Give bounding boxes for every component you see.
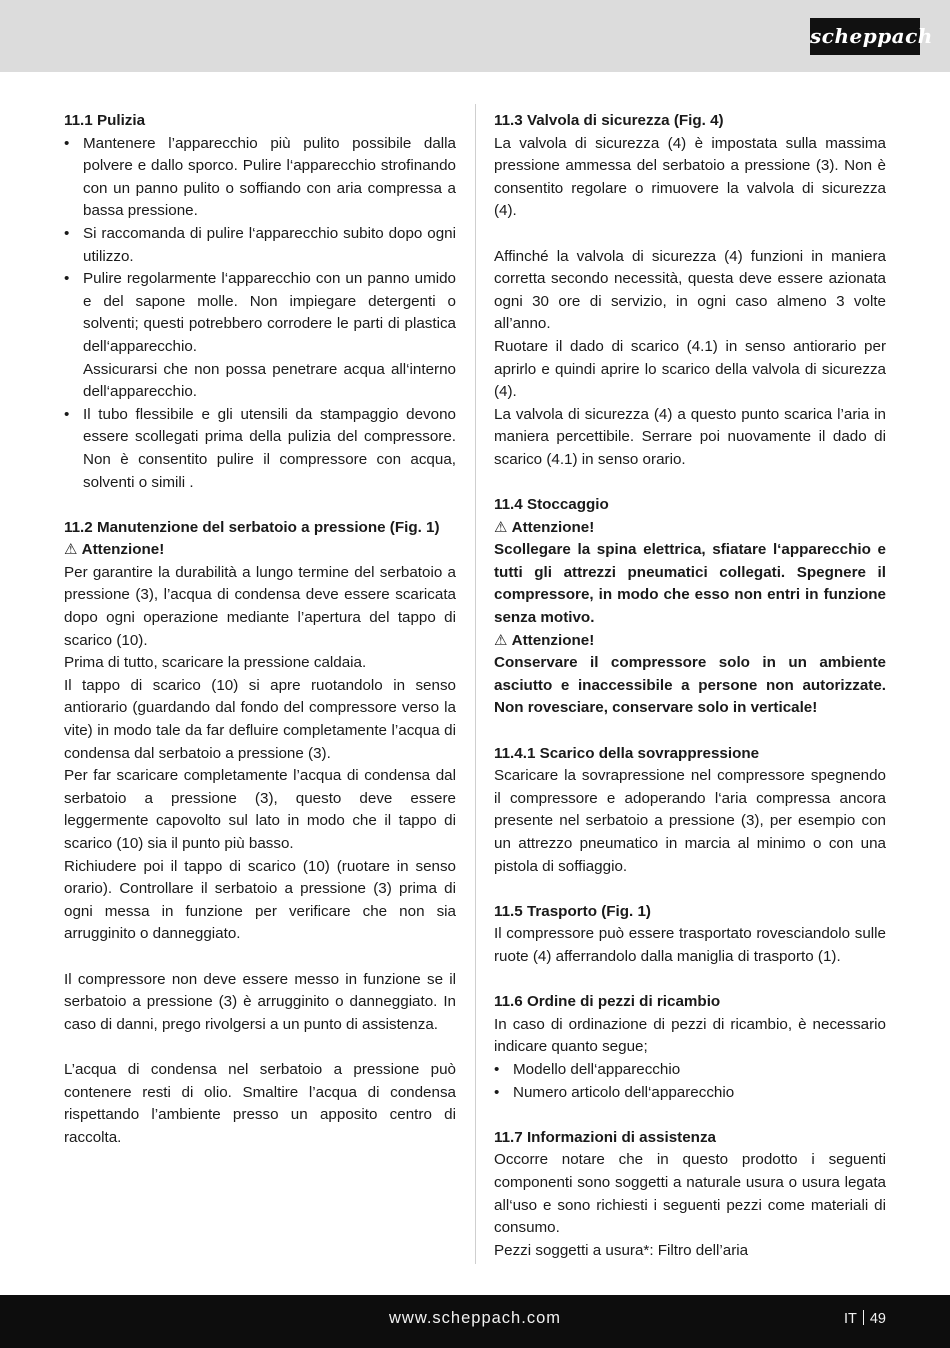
section-title-11-5: 11.5 Trasporto (Fig. 1) — [494, 902, 651, 920]
paragraph: Scaricare la sovrapressione nel compressore spegnendo il compressore e adoperando l‘aria compressa ancora presente nel serbatoio a pressione (3), per esempio con un attrezzo pneumatico in marcia al minimo o con una pistola di soffiaggio. — [494, 767, 886, 875]
cleaning-list-last — [64, 404, 456, 494]
spare-parts-list — [494, 1059, 886, 1104]
paragraph: Per garantire la durabilità a lungo termine del serbatoio a pressione (3), l’acqua di condensa deve essere scaricata dopo ogni operazione mediante l’apertura del tappo di scarico (10). — [64, 563, 456, 649]
language-code: IT — [843, 1311, 857, 1327]
paragraph: Per far scaricare completamente l’acqua di condensa dal serbatoio a pressione (3), questo deve essere leggermente capovolto sul lato in modo che il tappo di scarico (10) sia il punto più basso. — [64, 767, 456, 852]
warning-line: ⚠ Attenzione! — [494, 518, 595, 536]
header-band — [0, 0, 950, 72]
list-item: • Numero articolo dell‘apparecchio — [494, 1082, 886, 1105]
paragraph: Ruotare il dado di scarico (4.1) in senso antiorario per aprirlo e quindi aprire lo scarico della valvola di sicurezza (4). — [494, 337, 886, 401]
list-item: • Mantenere l’apparecchio più pulito possibile dalla polvere e dallo sporco. Pulire l‘apparecchio strofinando con un panno pulito o soffiando con aria compressa a bassa pressione. — [64, 133, 456, 223]
paragraph: Richiudere poi il tappo di scarico (10) (ruotare in senso orario). Controllare il serbatoio a pressione (3) prima di ogni messa in funzione per verificare che non sia arrugginito o danneggiato. — [64, 857, 456, 943]
list-note: Assicurarsi che non possa penetrare acqua all‘interno dell‘apparecchio. — [83, 360, 456, 401]
paragraph: Occorre notare che in questo prodotto i seguenti componenti sono soggetti a naturale usura o usura legata all‘uso e sono richiesti i seguenti pezzi come materiali di consumo. — [494, 1151, 886, 1237]
paragraph: Pezzi soggetti a usura*: Filtro dell’aria — [494, 1241, 749, 1259]
paragraph: La valvola di sicurezza (4) è impostata sulla massima pressione ammessa del serbatoio a pressione (3). Non è consentito regolare o rimuovere la valvola di sicurezza (4). — [494, 134, 886, 220]
list-item: • Modello dell‘apparecchio — [494, 1059, 886, 1082]
paragraph: In caso di ordinazione di pezzi di ricambio, è necessario indicare quanto segue; — [494, 1015, 886, 1056]
page-num: 49 — [869, 1311, 886, 1327]
paragraph: Il tappo di scarico (10) si apre ruotandolo in senso antiorario (guardando dal fondo del compressore verso la vite) in modo tale da far defluire completamente l’acqua di condensa dal serbatoio a pressione (3). — [64, 676, 456, 762]
right-column — [494, 110, 886, 1262]
paragraph: L’acqua di condensa nel serbatoio a pressione può contenere resti di olio. Smaltire l’acqua di condensa rispettando l’ambiente presso un apposito centro di raccolta. — [64, 1060, 456, 1146]
page-number — [844, 1310, 886, 1327]
section-title-11-7: 11.7 Informazioni di assistenza — [494, 1128, 716, 1146]
warning-icon: ⚠ — [494, 518, 508, 536]
section-title-11-4-1: 11.4.1 Scarico della sovrappressione — [494, 744, 760, 762]
section-title-11-1: 11.1 Pulizia — [64, 112, 146, 129]
left-column — [64, 110, 456, 1149]
brand-logo: scheppach — [810, 18, 920, 55]
warning-icon: ⚠ — [64, 541, 78, 559]
warning-icon: ⚠ — [494, 631, 508, 649]
list-item: • Il tubo flessibile e gli utensili da stampaggio devono essere scollegati prima della pulizia del compressore. Non è consentito pulire il compressore con acqua, solventi o simili . — [64, 404, 456, 494]
paragraph: Il compressore non deve essere messo in funzione se il serbatoio a pressione (3) è arrugginito o danneggiato. In caso di danni, prego rivolgersi a un punto di assistenza. — [64, 970, 456, 1033]
section-title-11-4: 11.4 Stoccaggio — [494, 496, 609, 514]
column-divider — [475, 104, 476, 1264]
warning-line: ⚠ Attenzione! — [494, 631, 595, 649]
warning-text: Scollegare la spina elettrica, sfiatare l‘apparecchio e tutti gli attrezzi pneumatici collegati. Spegnere il compressore, in modo che esso non entri in funzione senza motivo. — [494, 541, 886, 627]
list-item: • Pulire regolarmente l‘apparecchio con un panno umido e del sapone molle. Non impiegare detergenti o solventi; questi potrebbero corrodere le parti di plastica dell‘apparecchio. — [64, 268, 456, 358]
paragraph: Il compressore può essere trasportato rovesciandolo sulle ruote (4) afferrandolo dalla maniglia di trasporto (1). — [494, 925, 886, 965]
list-item: • Si raccomanda di pulire l‘apparecchio subito dopo ogni utilizzo. — [64, 223, 456, 268]
section-title-11-2: 11.2 Manutenzione del serbatoio a pressione (Fig. 1) — [64, 518, 440, 536]
warning-line: ⚠ Attenzione! — [64, 541, 165, 559]
paragraph: Prima di tutto, scaricare la pressione caldaia. — [64, 654, 367, 672]
warning-text: Conservare il compressore solo in un ambiente asciutto e inaccessibile a persone non autorizzate. Non rovesciare, conservare solo in verticale! — [494, 654, 886, 717]
paragraph: La valvola di sicurezza (4) a questo punto scarica l’aria in maniera percettibile. Serrare poi nuovamente il dado di scarico (4.1) in senso orario. — [494, 405, 886, 468]
footer-url[interactable]: www.scheppach.com — [389, 1309, 561, 1327]
paragraph: Affinché la valvola di sicurezza (4) funzioni in maniera corretta secondo necessità, questa deve essere azionata ogni 30 ore di servizio, in ogni caso almeno 3 volte all’anno. — [494, 247, 886, 333]
section-title-11-6: 11.6 Ordine di pezzi di ricambio — [494, 993, 721, 1011]
section-title-11-3: 11.3 Valvola di sicurezza (Fig. 4) — [494, 112, 724, 129]
footer-bar — [0, 1295, 950, 1348]
cleaning-list — [64, 133, 456, 359]
page-separator — [863, 1310, 864, 1325]
